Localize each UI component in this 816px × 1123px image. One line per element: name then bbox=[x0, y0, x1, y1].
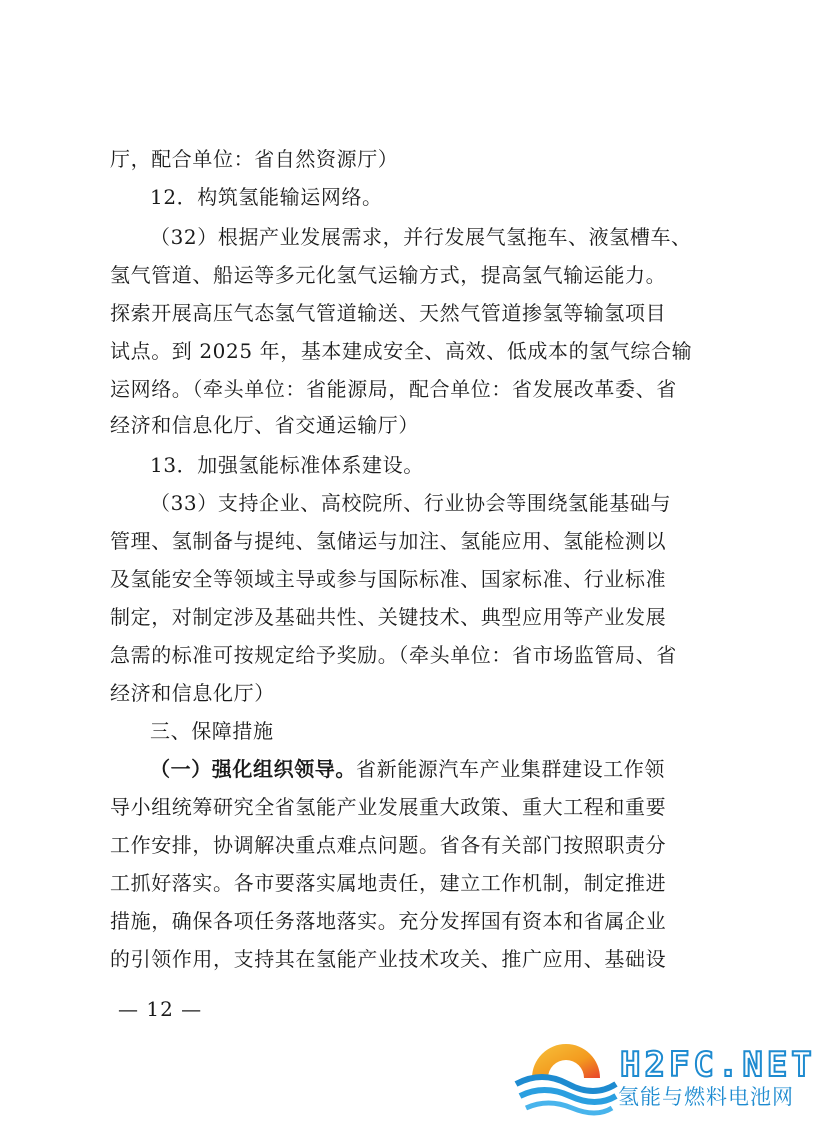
text-line-22: 的引领作用，支持其在氢能产业技术攻关、推广应用、基础设 bbox=[110, 947, 667, 971]
text-line-8: 经济和信息化厅、省交通运输厅） bbox=[110, 413, 419, 437]
paragraph-lead-bold: （一）强化组织领导。 bbox=[150, 757, 356, 781]
text-line-3: （32）根据产业发展需求，并行发展气氢拖车、液氢槽车、 bbox=[150, 225, 692, 249]
text-line-5: 探索开展高压气态氢气管道输送、天然气管道掺氢等输氢项目 bbox=[110, 301, 667, 325]
section-heading-three: 三、保障措施 bbox=[150, 719, 274, 743]
section-heading-12: 12．构筑氢能输运网络。 bbox=[150, 185, 383, 209]
text-line-1: 厅，配合单位：省自然资源厅） bbox=[110, 147, 399, 171]
text-line-12: 及氢能安全等领域主导或参与国际标准、国家标准、行业标准 bbox=[110, 567, 667, 591]
text-line-4: 氢气管道、船运等多元化氢气运输方式，提高氢气输运能力。 bbox=[110, 263, 667, 287]
text-line-7: 运网络。（牵头单位：省能源局，配合单位：省发展改革委、省 bbox=[110, 377, 677, 401]
text-line-15: 经济和信息化厅） bbox=[110, 681, 275, 705]
text-line-14: 急需的标准可按规定给予奖励。（牵头单位：省市场监管局、省 bbox=[110, 643, 677, 667]
text-line-19: 工作安排，协调解决重点难点问题。省各有关部门按照职责分 bbox=[110, 833, 667, 857]
h2fc-logo-icon bbox=[512, 1040, 616, 1120]
paragraph-lead-rest: 省新能源汽车产业集群建设工作领 bbox=[356, 757, 665, 781]
watermark-title: H2FC.NET bbox=[620, 1045, 816, 1085]
text-line-18: 导小组统筹研究全省氢能产业发展重大政策、重大工程和重要 bbox=[110, 795, 667, 819]
text-line-6: 试点。到 2025 年，基本建成安全、高效、低成本的氢气综合输 bbox=[110, 339, 693, 363]
text-line-20: 工抓好落实。各市要落实属地责任，建立工作机制，制定推进 bbox=[110, 871, 667, 895]
watermark-subtitle: 氢能与燃料电池网 bbox=[618, 1085, 794, 1109]
h2fc-watermark-logo bbox=[512, 1040, 816, 1120]
page-number: — 12 — bbox=[118, 997, 203, 1021]
text-line-21: 措施，确保各项任务落地落实。充分发挥国有资本和省属企业 bbox=[110, 909, 667, 933]
section-heading-13: 13．加强氢能标准体系建设。 bbox=[150, 453, 424, 477]
text-line-11: 管理、氢制备与提纯、氢储运与加注、氢能应用、氢能检测以 bbox=[110, 529, 667, 553]
text-line-10: （33）支持企业、高校院所、行业协会等围绕氢能基础与 bbox=[150, 491, 672, 515]
text-line-13: 制定，对制定涉及基础共性、关键技术、典型应用等产业发展 bbox=[110, 605, 667, 629]
paragraph-lead bbox=[150, 757, 690, 781]
